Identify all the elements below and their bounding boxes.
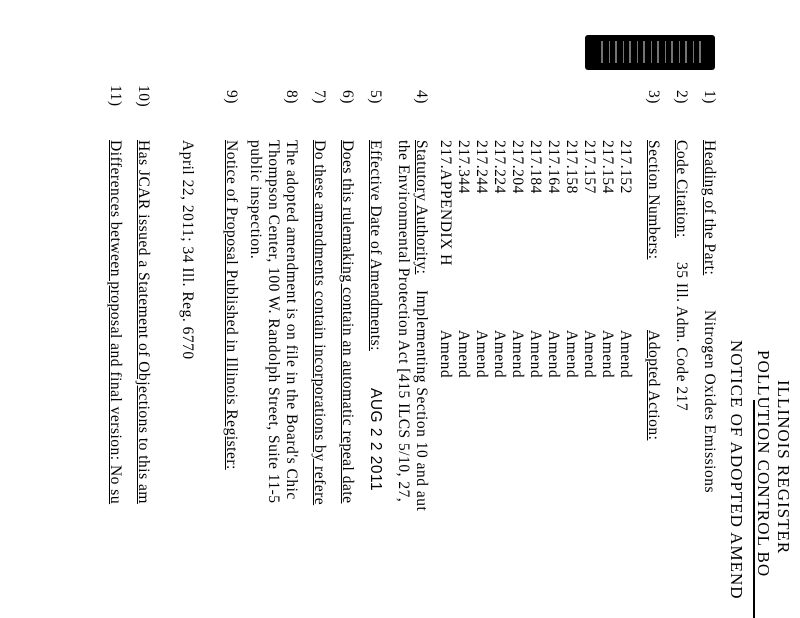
item-text-line3: public inspection. [247, 140, 264, 260]
section-number: 217.344 [455, 140, 472, 194]
proposal-date: April 22, 2011; 34 Ill. Reg. 6770 [179, 140, 196, 360]
section-action: Amend [581, 330, 598, 379]
section-action: Amend [545, 330, 562, 379]
section-action: Amend [437, 330, 454, 379]
item-text: The adopted amendment is on file in the Board's Chic [283, 140, 300, 500]
section-number: 217.APPENDIX H [437, 140, 454, 266]
item-number: 1) [701, 90, 718, 104]
adopted-action-header: Adopted Action: [645, 330, 662, 441]
section-number: 217.224 [491, 140, 508, 194]
item-label: Heading of the Part: [701, 140, 718, 276]
item-text-line2: Thompson Center, 100 W. Randolph Street, Suite 11-5 [265, 140, 282, 504]
section-number: 217.154 [599, 140, 616, 194]
section-action: Amend [599, 330, 616, 379]
section-action: Amend [491, 330, 508, 379]
register-title: ILLINOIS REGISTER [774, 380, 793, 555]
notice-title: NOTICE OF ADOPTED AMEND [727, 340, 746, 600]
item-label: Section Numbers: [645, 140, 662, 260]
section-number: 217.164 [545, 140, 562, 194]
item-number: 8) [283, 90, 300, 104]
section-number: 217.157 [581, 140, 598, 194]
item-number: 3) [645, 90, 662, 104]
item-value-line2: the Environmental Protection Act [415 ILCS 5/10, 27, [395, 140, 412, 503]
section-number: 217.184 [527, 140, 544, 194]
item-label: Has JCAR issued a Statement of Objections to this am [135, 140, 152, 504]
redaction-stamp [585, 35, 715, 70]
item-number: 6) [339, 90, 356, 104]
section-number: 217.158 [563, 140, 580, 194]
item-label: Statutory Authority: [413, 140, 430, 275]
section-number: 217.244 [473, 140, 490, 194]
section-action: Amend [455, 330, 472, 379]
section-action: Amend [509, 330, 526, 379]
item-label: Code Citation: [673, 140, 690, 238]
section-number: 217.204 [509, 140, 526, 194]
item-label: Does this rulemaking contain an automatic repeal date [339, 140, 356, 504]
item-value: Nitrogen Oxides Emissions [701, 310, 718, 493]
item-number: 2) [673, 90, 690, 104]
effective-date-stamp: AUG 2 2 2011 [367, 388, 384, 492]
section-action: Amend [473, 330, 490, 379]
item-number: 9) [223, 90, 240, 104]
item-number: 11) [107, 85, 124, 107]
item-number: 5) [367, 90, 384, 104]
item-number: 10) [135, 85, 152, 108]
item-number: 4) [413, 90, 430, 104]
item-value: 35 Ill. Adm. Code 217 [673, 262, 690, 412]
item-value: Implementing Section 10 and aut [413, 290, 430, 512]
item-label: Notice of Proposal Published in Illinois Register: [223, 140, 240, 470]
agency-name: POLLUTION CONTROL BO [754, 350, 773, 578]
section-number: 217.152 [617, 140, 634, 194]
item-label: Do these amendments contain incorporations by refere [311, 140, 328, 506]
item-label: Differences between proposal and final version: No su [107, 140, 124, 505]
item-number: 7) [311, 90, 328, 104]
section-action: Amend [527, 330, 544, 379]
item-label: Effective Date of Amendments: [367, 140, 384, 351]
section-action: Amend [563, 330, 580, 379]
section-action: Amend [617, 330, 634, 379]
